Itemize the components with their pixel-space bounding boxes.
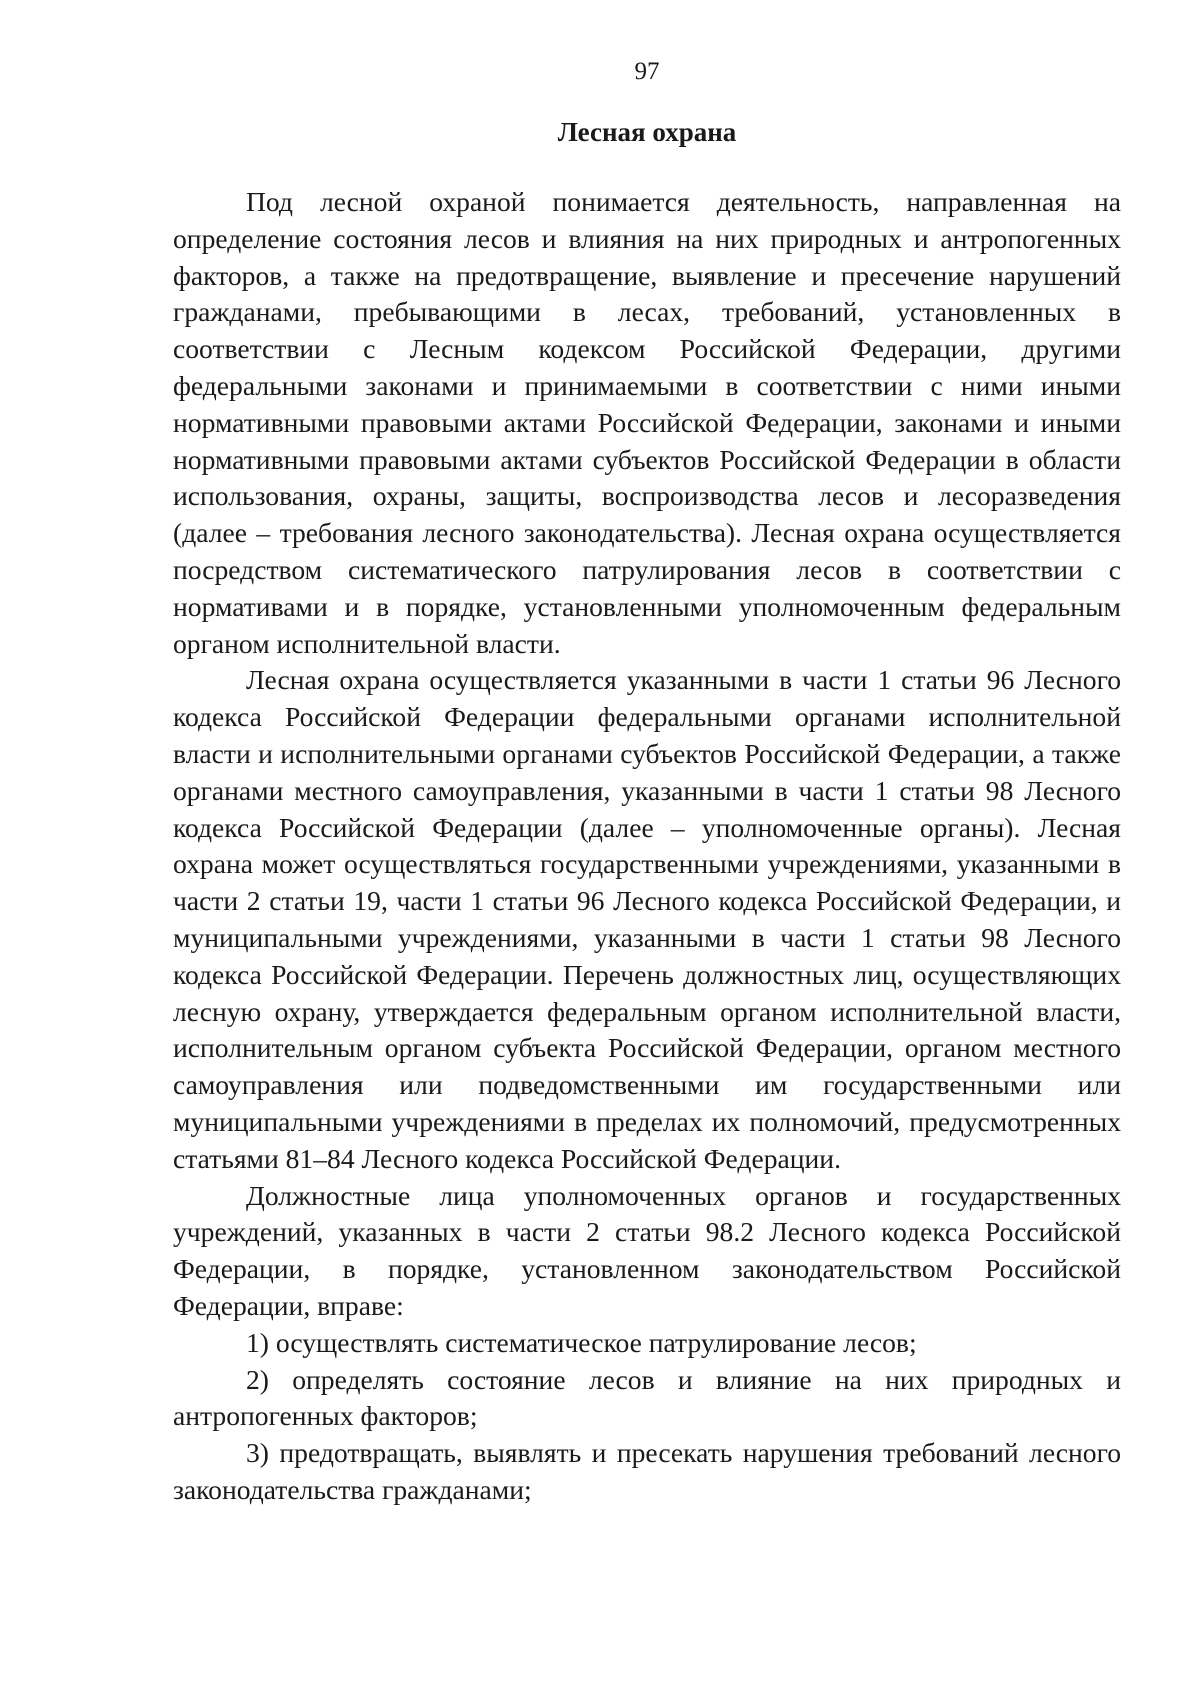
paragraph-definition: Под лесной охраной понимается деятельность, направленная на определение состояния лесов и влияния на них природных и антропогенных факторов, а также на предотвращение, выявление и пресечение нарушений гражданами, пребывающими в лесах, требований, установленных в соответствии с Лесным кодексом Российской Федерации, другими федеральными законами и принимаемыми в соответствии с ними иными нормативными правовыми актами Российской Федерации, законами и иными нормативными правовыми актами субъектов Российской Федерации в области использования, охраны, защиты, воспроизводства лесов и лесоразведения (далее – требования лесного законодательства). Лесная охрана осуществляется посредством систематического патрулирования лесов в соответствии с нормативами и в порядке, установленными уполномоченным федеральным органом исполнительной власти. (173, 186, 1121, 659)
list-item-1: 1) осуществлять систематическое патрулирование лесов; (246, 1326, 917, 1358)
page-number: 97 (634, 58, 660, 85)
paragraph-authorities: Лесная охрана осуществляется указанными в части 1 статьи 96 Лесного кодекса Российской Федерации федеральными органами исполнительной власти и исполнительными органами субъектов Российской Федерации, а также органами местного самоуправления, указанными в части 1 статьи 98 Лесного кодекса Российской Федерации (далее – уполномоченные органы). Лесная охрана может осуществляться государственными учреждениями, указанными в части 2 статьи 19, части 1 статьи 96 Лесного кодекса Российской Федерации, и муниципальными учреждениями, указанными в части 1 статьи 98 Лесного кодекса Российской Федерации. Перечень должностных лиц, осуществляющих лесную охрану, утверждается федеральным органом исполнительной власти, исполнительным органом субъекта Российской Федерации, органом местного самоуправления или подведомственными им государственными или муниципальными учреждениями в пределах их полномочий, предусмотренных статьями 81–84 Лесного кодекса Российской Федерации. (173, 664, 1121, 1174)
list-item-2: 2) определять состояние лесов и влияние на них природных и антропогенных факторов; (173, 1363, 1121, 1432)
section-title: Лесная охрана (557, 117, 737, 147)
document-body (173, 184, 1121, 1509)
list-item-3: 3) предотвращать, выявлять и пресекать нарушения требований лесного законодательства гражданами; (173, 1437, 1121, 1505)
document-page (173, 0, 1121, 1697)
paragraph-rights-intro: Должностные лица уполномоченных органов и государственных учреждений, указанных в части 2 статьи 98.2 Лесного кодекса Российской Федерации, в порядке, установленном законодательством Российской Федерации, вправе: (173, 1179, 1121, 1321)
